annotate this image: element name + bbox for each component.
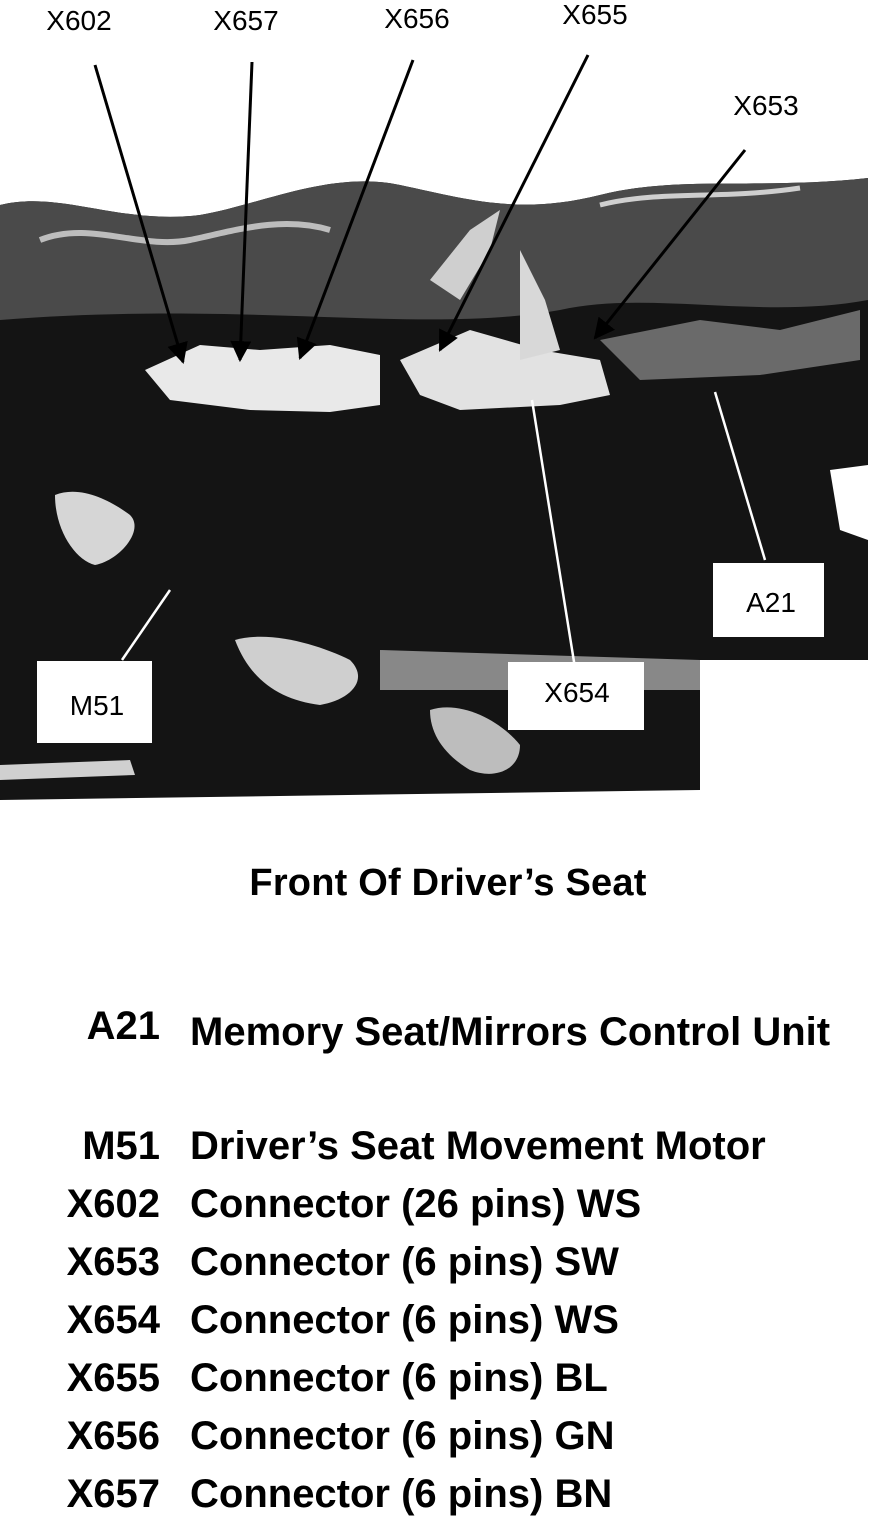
legend-desc: Connector (6 pins) BL bbox=[190, 1356, 608, 1400]
callout-box-x654 bbox=[508, 662, 644, 730]
legend-row bbox=[0, 1472, 896, 1530]
callout-x653: X653 bbox=[733, 90, 799, 121]
legend-code: X654 bbox=[66, 1298, 160, 1342]
legend-code: X657 bbox=[66, 1472, 160, 1516]
legend-row bbox=[0, 1240, 896, 1298]
legend-desc: Connector (6 pins) WS bbox=[190, 1298, 619, 1342]
callout-a21: A21 bbox=[746, 587, 796, 618]
legend-desc: Memory Seat/Mirrors Control Unit bbox=[190, 1010, 831, 1054]
legend-desc: Connector (26 pins) WS bbox=[190, 1182, 642, 1226]
callout-x654: X654 bbox=[544, 677, 610, 708]
legend-desc: Connector (6 pins) BN bbox=[190, 1472, 613, 1516]
legend-code: M51 bbox=[82, 1124, 160, 1168]
callout-x655: X655 bbox=[562, 0, 628, 30]
legend-desc: Connector (6 pins) GN bbox=[190, 1414, 615, 1458]
legend-row bbox=[0, 1414, 896, 1472]
legend-row bbox=[0, 1182, 896, 1240]
callout-x657: X657 bbox=[213, 5, 279, 36]
legend-row bbox=[0, 1356, 896, 1414]
legend-code: X602 bbox=[66, 1182, 160, 1226]
legend-code: A21 bbox=[86, 1004, 160, 1048]
legend bbox=[0, 1004, 896, 1530]
figure-caption: Front Of Driver’s Seat bbox=[249, 862, 647, 904]
legend-row bbox=[0, 1298, 896, 1356]
legend-code: X655 bbox=[66, 1356, 160, 1400]
callout-x602: X602 bbox=[46, 5, 112, 36]
legend-desc: Driver’s Seat Movement Motor bbox=[190, 1124, 766, 1168]
callout-box-a21 bbox=[713, 563, 824, 637]
legend-desc: Connector (6 pins) SW bbox=[190, 1240, 619, 1284]
callout-m51: M51 bbox=[69, 690, 125, 721]
legend-code: X656 bbox=[66, 1414, 160, 1458]
legend-row bbox=[0, 1124, 896, 1182]
callout-x656: X656 bbox=[384, 3, 450, 34]
callout-box-m51 bbox=[37, 661, 152, 743]
legend-row bbox=[0, 1004, 896, 1124]
legend-code: X653 bbox=[66, 1240, 160, 1284]
